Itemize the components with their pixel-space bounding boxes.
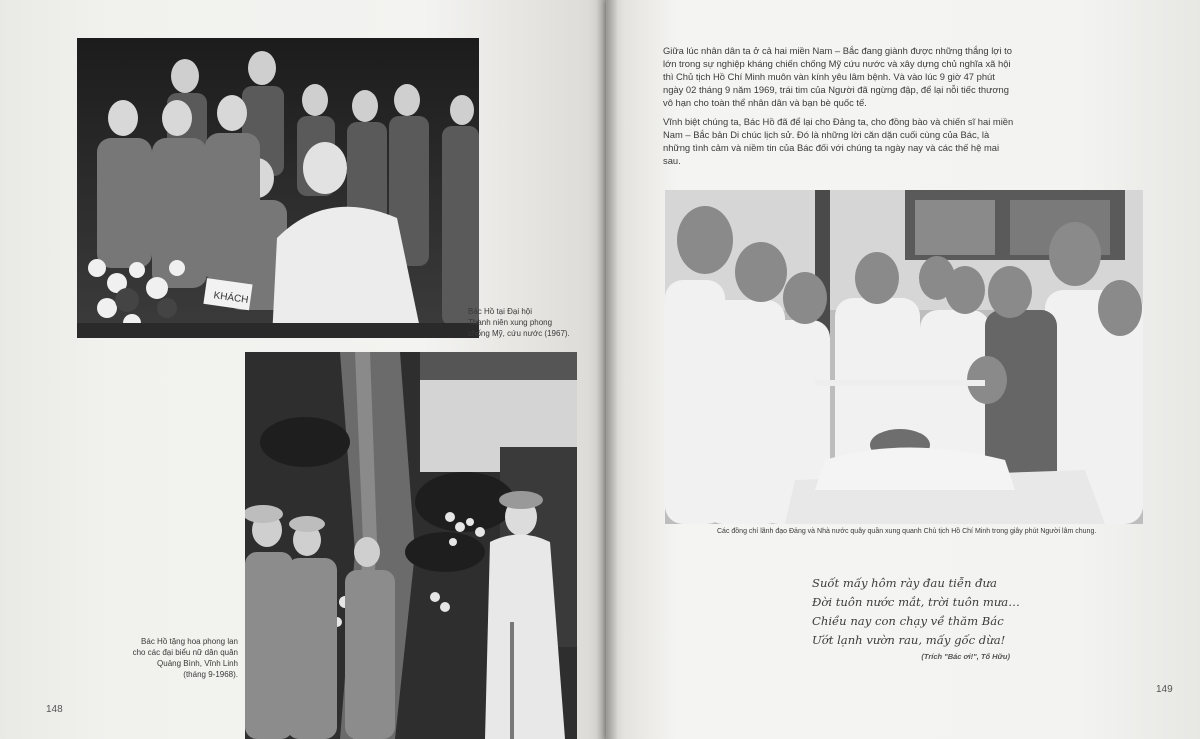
placard-text: KHÁCH (212, 290, 250, 306)
book-gutter (596, 0, 618, 739)
photo-final-moments (665, 190, 1143, 524)
caption-orchids (108, 636, 238, 680)
photo-congress (77, 38, 479, 338)
photo-orchids-image (245, 352, 577, 739)
caption-congress (468, 306, 586, 339)
caption-line: Quảng Bình, Vĩnh Linh (157, 659, 238, 668)
poem-source: (Trích "Bác ơi!", Tố Hữu) (921, 652, 1010, 661)
poem-line: Đời tuôn nước mắt, trời tuôn mưa… (812, 595, 1020, 609)
photo-orchids (245, 352, 577, 739)
photo-final-moments-image (665, 190, 1143, 524)
caption-line: cho các đại biểu nữ dân quân (132, 648, 238, 657)
caption-line: Bác Hồ tặng hoa phong lan (141, 637, 238, 646)
page-number-left: 148 (46, 704, 63, 715)
poem-line: Ướt lạnh vườn rau, mấy gốc dừa! (812, 633, 1006, 647)
caption-line: Bác Hồ tại Đại hội (468, 307, 533, 316)
caption-line: (tháng 9-1968). (183, 670, 238, 679)
poem (812, 574, 1020, 650)
caption-line: Thanh niên xung phong (468, 318, 553, 327)
paragraph: Vĩnh biệt chúng ta, Bác Hồ đã để lại cho Đảng ta, cho đồng bào và chiến sĩ hai miền Nam – Bắc bản Di chúc lịch sử. Đó là những lời căn dặn cuối cùng của Bác, là những tình cảm và niềm tin của Bác đối với chúng ta ngày nay và các thế hệ mai sau. (663, 116, 1014, 166)
poem-line: Chiều nay con chạy về thăm Bác (812, 614, 1004, 628)
caption-line: chống Mỹ, cứu nước (1967). (468, 329, 570, 338)
photo-congress-image (77, 38, 479, 338)
poem-line: Suốt mấy hôm rày đau tiễn đưa (812, 576, 997, 590)
body-text (663, 44, 1015, 173)
caption-final-moments: Các đồng chí lãnh đạo Đảng và Nhà nước quây quần xung quanh Chủ tịch Hồ Chí Minh trong giây phút Người lâm chung. (717, 528, 1097, 535)
page-number-right: 149 (1156, 684, 1173, 695)
paragraph: Giữa lúc nhân dân ta ở cả hai miền Nam – Bắc đang giành được những thắng lợi to lớn trong sự nghiệp kháng chiến chống Mỹ cứu nước và xây dựng chủ nghĩa xã hội thì Chủ tịch Hồ Chí Minh muôn vàn kính yêu lâm bệnh. Và vào lúc 9 giờ 47 phút ngày 02 tháng 9 năm 1969, trái tim của Người đã ngừng đập, để lại nỗi tiếc thương vô hạn cho toàn thể nhân dân và bạn bè quốc tế. (663, 45, 1012, 108)
